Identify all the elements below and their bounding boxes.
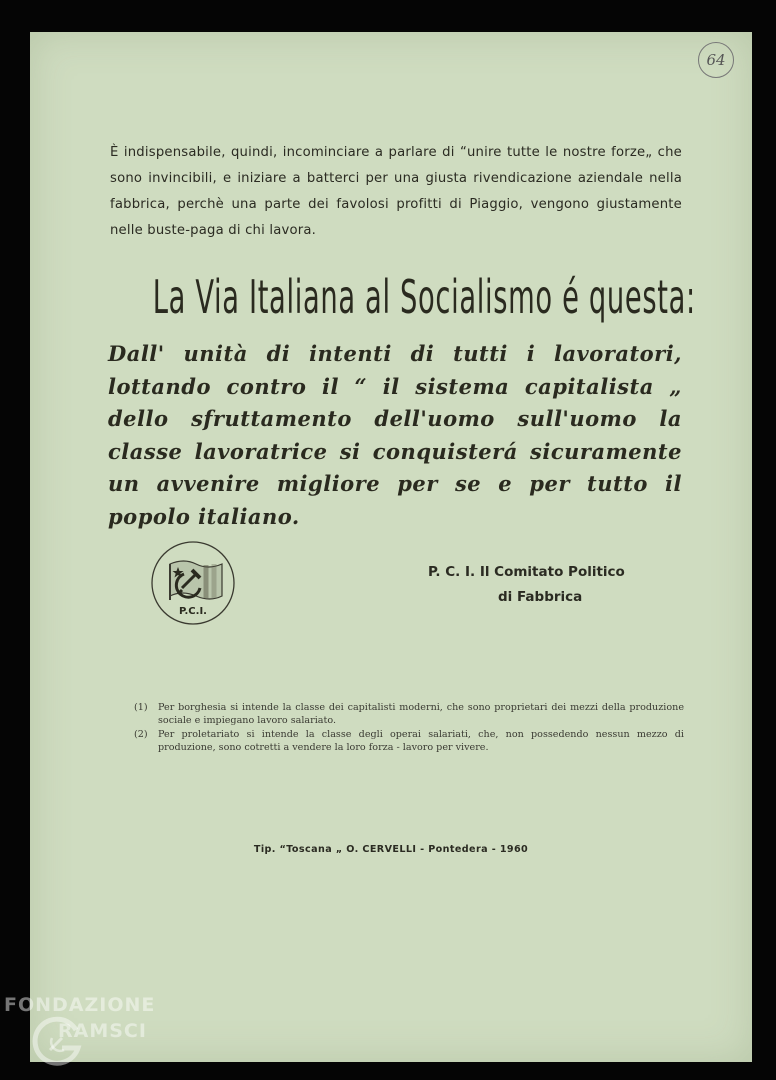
footnote-text: Per borghesia si intende la classe dei capitalisti moderni, che sono proprietari dei mezzi della produzione sociale e impiegano lavoro salariato. <box>158 702 684 726</box>
emblem-label: P.C.I. <box>179 606 207 617</box>
footnote-marker: (1) <box>134 702 148 713</box>
manifesto-paragraph: Dall' unità di intenti di tutti i lavoratori, lottando contro il “ il sistema capitalista „ dello sfruttamento dell'uomo sull'uomo la classe lavoratrice si conquisterá sicuramente un avvenire migliore per se e per tutto il popolo italiano. <box>108 341 682 529</box>
headline: La Via Italiana al Socialismo é questa: <box>152 270 696 324</box>
fondazione-gramsci-watermark <box>4 994 204 1074</box>
footnote <box>134 729 684 754</box>
document-sheet <box>30 32 752 1062</box>
signature-line-1: P. C. I. Il Comitato Politico <box>428 564 625 580</box>
page-number: 64 <box>698 42 734 78</box>
footnote-text: Per proletariato si intende la classe degli operai salariati, che, non possedendo nessun mezzo di produzione, sono cotretti a vendere la loro forza - lavoro per vivere. <box>158 729 684 753</box>
watermark-line-2: RAMSCI <box>58 1020 147 1042</box>
footnote <box>134 702 684 727</box>
footnotes <box>134 702 684 756</box>
signature-line-2: di Fabbrica <box>498 589 583 605</box>
signature-block <box>410 560 670 610</box>
intro-paragraph: È indispensabile, quindi, incominciare a parlare di “unire tutte le nostre forze„ che sono invincibili, e iniziare a batterci per una giusta rivendicazione aziendale nella fabbrica, perchè una parte dei favolosi profitti di Piaggio, vengono giustamente nelle buste-paga di chi lavora. <box>110 145 682 238</box>
printer-imprint: Tip. “Toscana „ O. CERVELLI - Pontedera - 1960 <box>253 844 529 855</box>
pci-emblem-icon <box>150 540 236 626</box>
watermark-line-1: FONDAZIONE <box>4 994 156 1016</box>
footnote-marker: (2) <box>134 729 148 740</box>
